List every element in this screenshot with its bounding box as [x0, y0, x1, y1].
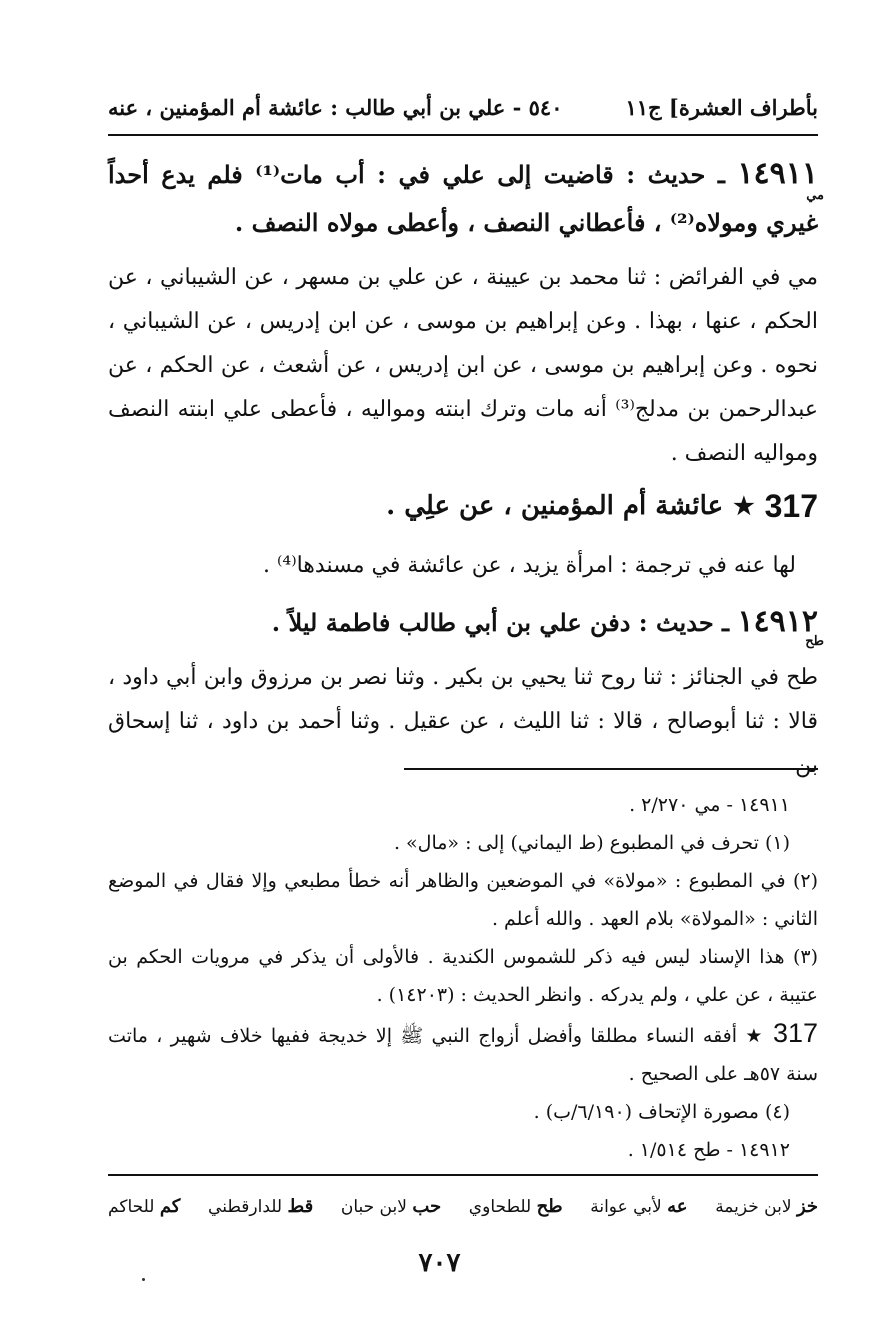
print-speck [142, 1278, 145, 1281]
sources-paragraph: مي في الفرائض : ثنا محمد بن عيينة ، عن علي بن مسهر ، عن الشيباني ، عن الحكم ، عنها ، بهذا . وعن إبراهيم بن موسى ، عن ابن إدريس ، عن الشيباني ، نحوه . وعن إبراهيم بن موسى ، عن ابن إدريس ، عن أشعث ، عن الحكم ، عن عبدالرحمن بن مدلج⁽³⁾ أنه مات وترك ابنته ومواليه ، فأعطى علي ابنته النصف ومواليه النصف . [108, 265, 818, 466]
footnote-rule [404, 768, 818, 770]
section-heading [108, 482, 818, 530]
hadith-siglum: مي [806, 188, 824, 203]
key-item: قط للدارقطني [208, 1195, 314, 1217]
section-note [108, 544, 818, 588]
footnote-14911: ١٤٩١١ - مي ٢/٢٧٠ . [629, 794, 790, 816]
footnote-2: (٢) في المطبوع : «مولاة» في الموضعين والظاهر أنه خطأ مطبعي وإلا فقال في الموضع الثاني : «المولاة» بلام العهد . والله أعلم . [108, 870, 818, 930]
page-number: ٧٠٧ [418, 1248, 461, 1278]
hadith-14911-text [108, 150, 818, 247]
key-item: خز لابن خزيمة [715, 1195, 818, 1217]
header-rule [108, 134, 818, 136]
section-note-text: لها عنه في ترجمة : امرأة يزيد ، عن عائشة في مسندها⁽⁴⁾ . [262, 553, 796, 578]
section-number: 317 [764, 488, 818, 524]
hadith-14911 [108, 150, 824, 247]
running-header [108, 84, 818, 120]
footnote-1: (١) تحرف في المطبوع (ط اليماني) إلى : «مال» . [393, 832, 790, 854]
star-icon: ★ [733, 491, 755, 520]
hadith-number: ١٤٩١٢ [737, 604, 818, 639]
header-entry: ٥٤٠ - علي بن أبي طالب : عائشة أم المؤمنين ، عنه [108, 95, 563, 120]
footnote-317 [108, 1014, 818, 1093]
footnote-14912: ١٤٩١٢ - طح ١/٥١٤ . [627, 1139, 790, 1161]
footnote-3: (٣) هذا الإسناد ليس فيه ذكر للشموس الكندية . فالأولى أن يذكر في مرويات الحكم بن عتيبة ، عن علي ، ولم يدركه . وانظر الحديث : (١٤٢٠٣) . [108, 946, 818, 1006]
abbreviation-key [108, 1186, 818, 1226]
header-volume: بأطراف العشرة] ج١١ [625, 95, 818, 120]
hadith-siglum: طح [805, 634, 824, 649]
footnote-317-text: أفقه النساء مطلقا وأفضل أزواج النبي ﷺ إلا خديجة ففيها خلاف شهير ، ماتت سنة ٥٧هـ على الصحيح . [108, 1025, 818, 1085]
sources-paragraph: طح في الجنائز : ثنا روح ثنا يحيي بن بكير . وثنا نصر بن مرزوق وابن أبي داود ، قالا : ثنا أبوصالح ، قالا : ثنا الليث ، عن عقيل . وثنا أحمد بن داود ، ثنا إسحاق بن [108, 665, 818, 778]
key-item: عه لأبي عوانة [590, 1195, 688, 1217]
footnote-4: (٤) مصورة الإتحاف (٦/١٩٠/ب) . [533, 1101, 790, 1123]
section-title: عائشة أم المؤمنين ، عن علِي . [386, 491, 724, 521]
footnotes [108, 786, 818, 1169]
key-item: طح للطحاوي [468, 1195, 563, 1217]
hadith-matn: ـ حديث : قاضيت إلى علي في : أب مات⁽¹⁾ فلم يدع أحداً غيري ومولاه⁽²⁾ ، فأعطاني النصف ، وأعطى مولاه النصف . [108, 160, 818, 237]
key-rule [108, 1174, 818, 1176]
hadith-14912-text [108, 598, 818, 647]
key-item: كم للحاكم [108, 1195, 181, 1217]
star-icon: ★ [745, 1025, 765, 1047]
hadith-number: ١٤٩١١ [737, 156, 818, 191]
hadith-14911-sources [108, 256, 818, 476]
hadith-matn: ـ حديث : دفن علي بن أبي طالب فاطمة ليلاً . [271, 608, 730, 637]
footnote-317-number: 317 [772, 1018, 818, 1048]
hadith-14912 [108, 598, 824, 649]
key-item: حب لابن حبان [340, 1195, 442, 1217]
